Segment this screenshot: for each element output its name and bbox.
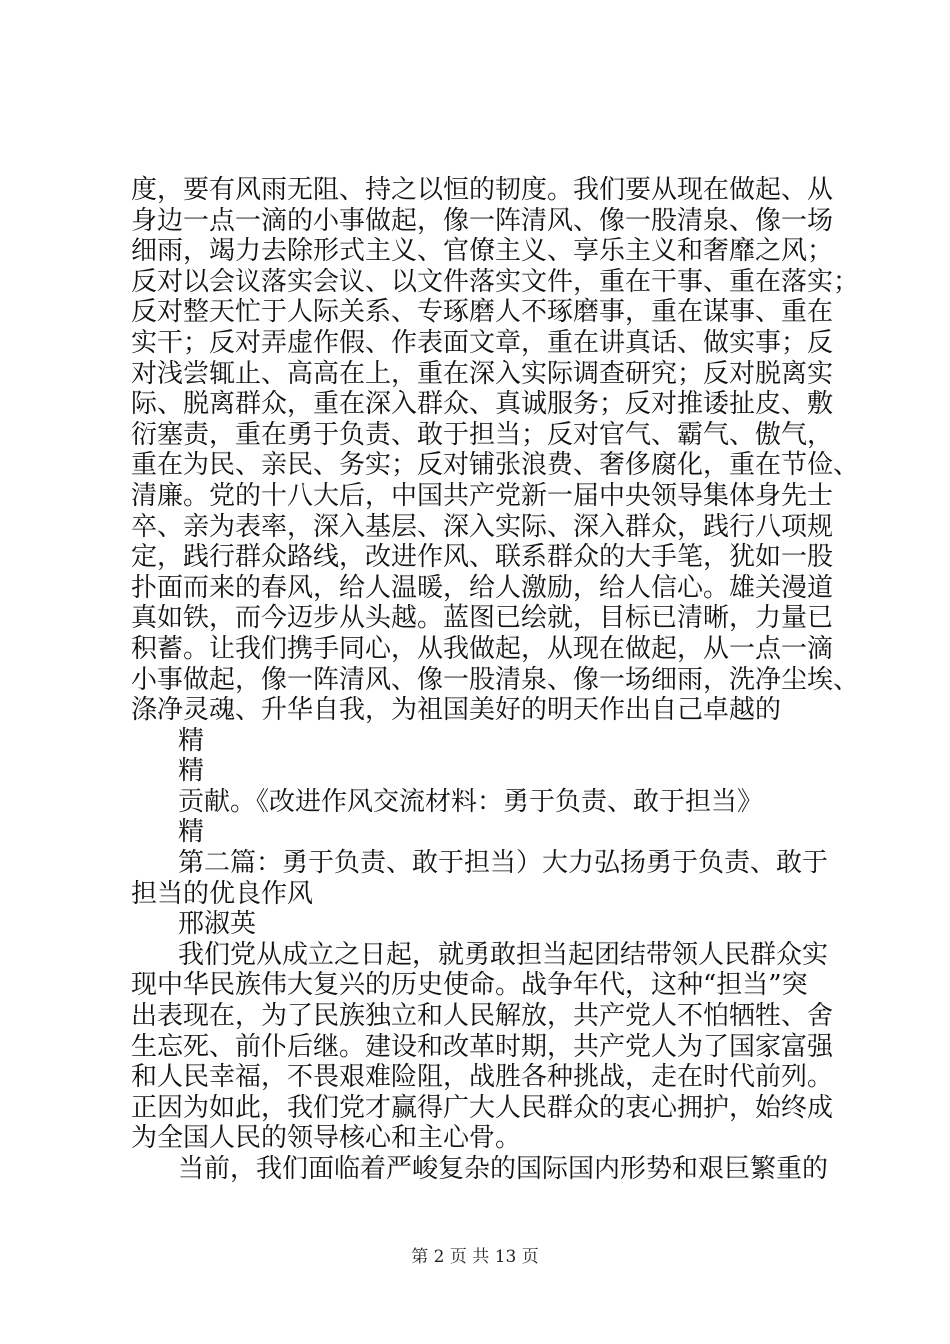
text-line: 正因为如此，我们党才赢得广大人民群众的衷心拥护，始终成: [131, 1092, 834, 1123]
text-line: 卒、亲为表率，深入基层、深入实际、深入群众，践行八项规: [131, 511, 834, 542]
text-line: 精: [178, 756, 205, 787]
text-line: 细雨，竭力去除形式主义、官僚主义、享乐主义和奢靡之风；: [131, 236, 834, 267]
text-line: 对浅尝辄止、高高在上，重在深入实际调查研究；反对脱离实: [131, 358, 834, 389]
text-line: 我们党从成立之日起，就勇敢担当起团结带领人民群众实: [178, 939, 829, 970]
text-line: 积蓄。让我们携手同心，从我做起，从现在做起，从一点一滴: [131, 633, 834, 664]
text-line: 扑面而来的春风，给人温暖，给人激励，给人信心。雄关漫道: [131, 572, 834, 603]
text-line: 现中华民族伟大复兴的历史使命。战争年代，这种“担当”突: [131, 970, 808, 1001]
text-line: 定，践行群众路线，改进作风、联系群众的大手笔，犹如一股: [131, 542, 834, 573]
text-line: 身边一点一滴的小事做起，像一阵清风、像一股清泉、像一场: [131, 205, 834, 236]
text-line: 贡献。《改进作风交流材料：勇于负责、敢于担当》: [178, 786, 764, 817]
text-line: 真如铁，而今迈步从头越。蓝图已绘就，目标已清晰，力量已: [131, 603, 834, 634]
text-line: 第二篇：勇于负责、敢于担当）大力弘扬勇于负责、敢于: [178, 848, 829, 879]
text-line: 出表现在，为了民族独立和人民解放，共产党人不怕牺牲、舍: [131, 1001, 834, 1032]
text-line: 际、脱离群众，重在深入群众、真诚服务；反对推诿扯皮、敷: [131, 389, 834, 420]
text-line: 当前，我们面临着严峻复杂的国际国内形势和艰巨繁重的: [178, 1154, 829, 1184]
text-line: 度，要有风雨无阻、持之以恒的韧度。我们要从现在做起、从: [131, 175, 834, 205]
text-line: 邢淑英: [178, 909, 257, 940]
document-body: [131, 175, 860, 1185]
text-line: 涤净灵魂、升华自我，为祖国美好的明天作出自己卓越的: [131, 695, 782, 726]
text-line: 实干；反对弄虚作假、作表面文章，重在讲真话、做实事；反: [131, 327, 834, 358]
page-footer: 第 2 页 共 13 页: [411, 1247, 539, 1267]
text-line: 精: [178, 817, 205, 848]
text-line: 精: [178, 725, 205, 756]
text-line: 担当的优良作风: [131, 878, 314, 909]
text-line: 和人民幸福，不畏艰难险阻，战胜各种挑战，走在时代前列。: [131, 1062, 834, 1093]
text-line: 衍塞责，重在勇于负责、敢于担当；反对官气、霸气、傲气，: [131, 419, 834, 450]
text-line: 为全国人民的领导核心和主心骨。: [131, 1123, 522, 1154]
text-line: 重在为民、亲民、务实；反对铺张浪费、奢侈腐化，重在节俭、: [131, 450, 860, 481]
text-line: 反对以会议落实会议、以文件落实文件，重在干事、重在落实；: [131, 266, 860, 297]
text-line: 反对整天忙于人际关系、专琢磨人不琢磨事，重在谋事、重在: [131, 297, 834, 328]
text-line: 清廉。党的十八大后，中国共产党新一届中央领导集体身先士: [131, 480, 834, 511]
text-line: 小事做起，像一阵清风、像一股清泉、像一场细雨，洗净尘埃、: [131, 664, 860, 695]
text-line: 生忘死、前仆后继。建设和改革时期，共产党人为了国家富强: [131, 1031, 834, 1062]
